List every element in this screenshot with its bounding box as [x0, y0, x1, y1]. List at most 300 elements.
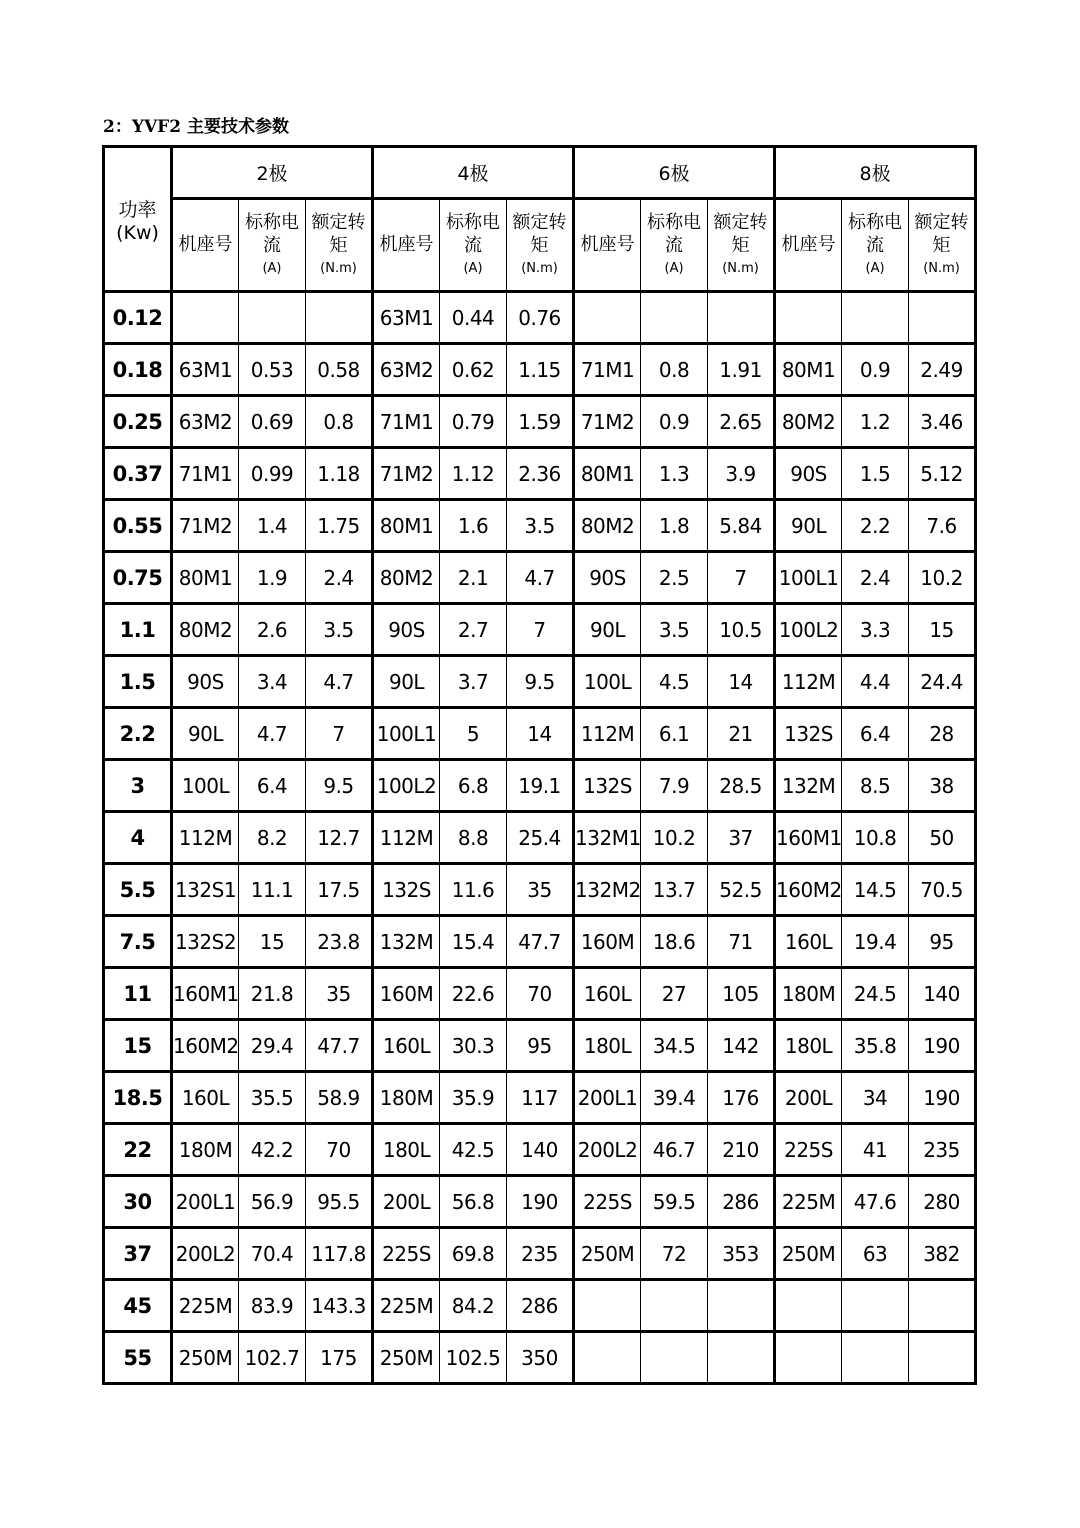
frame-cell: 160L [775, 916, 842, 968]
torque-cell: 24.4 [909, 656, 976, 708]
torque-cell: 3.46 [909, 396, 976, 448]
frame-cell: 80M1 [775, 344, 842, 396]
frame-cell: 71M2 [172, 500, 239, 552]
current-cell: 1.4 [239, 500, 306, 552]
frame-cell: 225M [775, 1176, 842, 1228]
frame-cell: 100L [574, 656, 641, 708]
frame-header [574, 199, 641, 292]
current-cell: 63 [842, 1228, 909, 1280]
current-unit-label: (A) [865, 261, 885, 277]
table-row [104, 812, 976, 864]
frame-cell: 90S [373, 604, 440, 656]
torque-cell: 14 [708, 656, 775, 708]
torque-header-label: 额定转矩 [512, 212, 567, 256]
table-row [104, 292, 976, 344]
frame-cell: 90S [775, 448, 842, 500]
torque-cell: 190 [909, 1072, 976, 1124]
pole-header-row [104, 147, 976, 199]
table-row [104, 1072, 976, 1124]
frame-cell: 160L [172, 1072, 239, 1124]
current-cell: 0.62 [440, 344, 507, 396]
current-cell: 0.9 [842, 344, 909, 396]
table-row [104, 760, 976, 812]
frame-cell: 160M [373, 968, 440, 1020]
frame-cell [775, 1280, 842, 1332]
torque-cell: 28.5 [708, 760, 775, 812]
current-cell: 1.2 [842, 396, 909, 448]
torque-cell: 15 [909, 604, 976, 656]
current-cell: 34 [842, 1072, 909, 1124]
current-cell: 14.5 [842, 864, 909, 916]
torque-cell: 117.8 [306, 1228, 373, 1280]
torque-cell: 37 [708, 812, 775, 864]
power-cell: 1.1 [104, 604, 172, 656]
torque-unit-label: (N.m) [320, 261, 357, 277]
torque-cell: 14 [507, 708, 574, 760]
torque-cell: 140 [909, 968, 976, 1020]
current-cell: 0.99 [239, 448, 306, 500]
table-row [104, 1228, 976, 1280]
current-cell: 15 [239, 916, 306, 968]
power-cell: 3 [104, 760, 172, 812]
torque-cell: 9.5 [306, 760, 373, 812]
current-unit-label: (A) [262, 261, 282, 277]
frame-cell: 160L [574, 968, 641, 1020]
frame-cell: 225S [373, 1228, 440, 1280]
current-cell: 34.5 [641, 1020, 708, 1072]
current-header [842, 199, 909, 292]
torque-cell: 382 [909, 1228, 976, 1280]
table-row [104, 1124, 976, 1176]
frame-cell: 160M [574, 916, 641, 968]
current-cell: 1.5 [842, 448, 909, 500]
torque-cell: 4.7 [306, 656, 373, 708]
torque-cell: 210 [708, 1124, 775, 1176]
torque-cell: 2.4 [306, 552, 373, 604]
power-cell: 4 [104, 812, 172, 864]
torque-cell: 286 [708, 1176, 775, 1228]
torque-cell: 25.4 [507, 812, 574, 864]
torque-cell [708, 1280, 775, 1332]
torque-cell: 17.5 [306, 864, 373, 916]
torque-cell: 0.58 [306, 344, 373, 396]
frame-cell: 132M2 [574, 864, 641, 916]
current-cell: 56.9 [239, 1176, 306, 1228]
current-unit-label: (A) [463, 261, 483, 277]
frame-cell: 80M2 [172, 604, 239, 656]
current-cell: 1.6 [440, 500, 507, 552]
torque-cell: 7 [708, 552, 775, 604]
current-cell: 1.9 [239, 552, 306, 604]
torque-cell: 140 [507, 1124, 574, 1176]
power-cell: 1.5 [104, 656, 172, 708]
torque-unit-label: (N.m) [722, 261, 759, 277]
table-body [104, 292, 976, 1384]
frame-header [373, 199, 440, 292]
torque-cell [708, 1332, 775, 1384]
torque-cell: 3.5 [306, 604, 373, 656]
frame-cell: 160M1 [172, 968, 239, 1020]
frame-cell: 250M [172, 1332, 239, 1384]
power-cell: 0.75 [104, 552, 172, 604]
torque-cell: 10.2 [909, 552, 976, 604]
torque-cell: 10.5 [708, 604, 775, 656]
torque-cell [909, 1280, 976, 1332]
torque-cell: 176 [708, 1072, 775, 1124]
torque-cell: 2.65 [708, 396, 775, 448]
torque-header-label: 额定转矩 [311, 212, 366, 256]
current-cell: 46.7 [641, 1124, 708, 1176]
current-cell: 84.2 [440, 1280, 507, 1332]
frame-cell: 90S [574, 552, 641, 604]
current-cell [641, 1332, 708, 1384]
torque-cell: 142 [708, 1020, 775, 1072]
current-cell: 22.6 [440, 968, 507, 1020]
table-row [104, 864, 976, 916]
frame-cell: 90L [373, 656, 440, 708]
frame-cell: 160M2 [172, 1020, 239, 1072]
current-cell: 15.4 [440, 916, 507, 968]
frame-cell: 90L [172, 708, 239, 760]
torque-header [306, 199, 373, 292]
current-header [440, 199, 507, 292]
torque-cell: 1.59 [507, 396, 574, 448]
power-cell: 0.18 [104, 344, 172, 396]
frame-header [172, 199, 239, 292]
frame-header-label: 机座号 [178, 233, 233, 255]
torque-unit-label: (N.m) [923, 261, 960, 277]
frame-cell: 132M [775, 760, 842, 812]
frame-cell: 112M [172, 812, 239, 864]
current-cell: 5 [440, 708, 507, 760]
current-cell: 39.4 [641, 1072, 708, 1124]
frame-cell [574, 1332, 641, 1384]
frame-cell: 132S1 [172, 864, 239, 916]
column-header-row [104, 199, 976, 292]
table-row [104, 1176, 976, 1228]
torque-cell: 71 [708, 916, 775, 968]
current-cell: 42.2 [239, 1124, 306, 1176]
current-cell: 72 [641, 1228, 708, 1280]
current-cell: 3.4 [239, 656, 306, 708]
frame-cell: 225S [574, 1176, 641, 1228]
torque-cell: 0.76 [507, 292, 574, 344]
table-row [104, 1332, 976, 1384]
torque-unit-label: (N.m) [521, 261, 558, 277]
frame-cell: 63M2 [373, 344, 440, 396]
pole-2-header: 2极 [172, 147, 373, 199]
current-header-label: 标称电流 [647, 212, 702, 256]
current-cell: 27 [641, 968, 708, 1020]
torque-cell: 7 [507, 604, 574, 656]
frame-cell: 200L1 [172, 1176, 239, 1228]
torque-cell: 4.7 [507, 552, 574, 604]
power-cell: 18.5 [104, 1072, 172, 1124]
torque-cell [909, 292, 976, 344]
frame-cell: 250M [775, 1228, 842, 1280]
torque-cell: 12.7 [306, 812, 373, 864]
table-header [104, 147, 976, 292]
frame-cell: 71M2 [574, 396, 641, 448]
current-header [239, 199, 306, 292]
frame-cell: 112M [775, 656, 842, 708]
torque-cell: 50 [909, 812, 976, 864]
torque-header [507, 199, 574, 292]
torque-cell: 117 [507, 1072, 574, 1124]
current-cell: 2.7 [440, 604, 507, 656]
torque-cell [306, 292, 373, 344]
current-cell: 0.69 [239, 396, 306, 448]
torque-cell: 9.5 [507, 656, 574, 708]
torque-cell: 5.84 [708, 500, 775, 552]
torque-cell: 7 [306, 708, 373, 760]
torque-cell: 350 [507, 1332, 574, 1384]
torque-cell: 5.12 [909, 448, 976, 500]
current-cell [842, 1280, 909, 1332]
torque-cell: 1.75 [306, 500, 373, 552]
pole-8-header: 8极 [775, 147, 976, 199]
frame-cell: 90L [775, 500, 842, 552]
frame-cell: 132S [373, 864, 440, 916]
torque-cell: 38 [909, 760, 976, 812]
table-row [104, 604, 976, 656]
torque-header-label: 额定转矩 [914, 212, 969, 256]
frame-cell: 71M2 [373, 448, 440, 500]
current-cell: 8.8 [440, 812, 507, 864]
torque-cell: 52.5 [708, 864, 775, 916]
current-cell: 2.2 [842, 500, 909, 552]
current-header-label: 标称电流 [848, 212, 903, 256]
torque-cell: 235 [507, 1228, 574, 1280]
frame-cell: 250M [373, 1332, 440, 1384]
current-cell: 10.8 [842, 812, 909, 864]
torque-cell: 7.6 [909, 500, 976, 552]
torque-cell [708, 292, 775, 344]
torque-cell: 58.9 [306, 1072, 373, 1124]
frame-cell: 63M1 [172, 344, 239, 396]
frame-cell: 100L [172, 760, 239, 812]
torque-cell: 1.91 [708, 344, 775, 396]
frame-cell: 200L [373, 1176, 440, 1228]
frame-cell: 90L [574, 604, 641, 656]
frame-cell: 180L [574, 1020, 641, 1072]
current-cell: 35.5 [239, 1072, 306, 1124]
current-cell: 35.8 [842, 1020, 909, 1072]
power-header: 功率(Kw) [104, 147, 172, 292]
power-cell: 5.5 [104, 864, 172, 916]
current-cell: 4.7 [239, 708, 306, 760]
current-cell: 6.1 [641, 708, 708, 760]
spec-table [102, 145, 977, 1385]
torque-cell: 95.5 [306, 1176, 373, 1228]
frame-cell: 225M [172, 1280, 239, 1332]
frame-cell [574, 1280, 641, 1332]
frame-cell: 132M1 [574, 812, 641, 864]
frame-cell: 80M1 [172, 552, 239, 604]
current-cell [641, 292, 708, 344]
frame-cell [574, 292, 641, 344]
power-cell: 45 [104, 1280, 172, 1332]
torque-cell: 2.49 [909, 344, 976, 396]
current-cell: 59.5 [641, 1176, 708, 1228]
current-cell: 70.4 [239, 1228, 306, 1280]
frame-cell: 112M [574, 708, 641, 760]
torque-cell [909, 1332, 976, 1384]
power-cell: 0.37 [104, 448, 172, 500]
current-cell: 6.4 [842, 708, 909, 760]
current-cell [239, 292, 306, 344]
torque-cell: 235 [909, 1124, 976, 1176]
frame-cell: 80M1 [373, 500, 440, 552]
torque-cell: 143.3 [306, 1280, 373, 1332]
current-cell: 6.4 [239, 760, 306, 812]
torque-cell: 70.5 [909, 864, 976, 916]
torque-cell: 21 [708, 708, 775, 760]
current-cell: 8.5 [842, 760, 909, 812]
torque-cell: 70 [306, 1124, 373, 1176]
current-cell: 56.8 [440, 1176, 507, 1228]
frame-cell: 100L1 [775, 552, 842, 604]
page-title: 2：YVF2 主要技术参数 [103, 117, 289, 137]
table-row [104, 396, 976, 448]
torque-cell: 1.18 [306, 448, 373, 500]
current-cell: 19.4 [842, 916, 909, 968]
current-cell: 47.6 [842, 1176, 909, 1228]
table-row [104, 916, 976, 968]
power-cell: 11 [104, 968, 172, 1020]
torque-cell: 353 [708, 1228, 775, 1280]
table-row [104, 656, 976, 708]
torque-cell: 3.9 [708, 448, 775, 500]
current-header-label: 标称电流 [245, 212, 299, 256]
torque-cell: 95 [507, 1020, 574, 1072]
current-cell: 4.5 [641, 656, 708, 708]
frame-cell: 71M1 [172, 448, 239, 500]
frame-cell: 90S [172, 656, 239, 708]
frame-cell: 71M1 [373, 396, 440, 448]
power-cell: 0.25 [104, 396, 172, 448]
torque-cell: 35 [507, 864, 574, 916]
frame-cell: 63M1 [373, 292, 440, 344]
frame-cell: 63M2 [172, 396, 239, 448]
torque-cell: 1.15 [507, 344, 574, 396]
current-cell: 2.5 [641, 552, 708, 604]
current-cell: 42.5 [440, 1124, 507, 1176]
torque-cell: 280 [909, 1176, 976, 1228]
current-cell: 0.8 [641, 344, 708, 396]
current-cell: 7.9 [641, 760, 708, 812]
current-cell: 3.3 [842, 604, 909, 656]
frame-cell [775, 292, 842, 344]
current-cell: 8.2 [239, 812, 306, 864]
table-row [104, 552, 976, 604]
frame-cell: 160M1 [775, 812, 842, 864]
frame-cell: 180L [373, 1124, 440, 1176]
torque-header [909, 199, 976, 292]
torque-cell: 35 [306, 968, 373, 1020]
current-cell: 13.7 [641, 864, 708, 916]
frame-cell [775, 1332, 842, 1384]
torque-cell: 190 [507, 1176, 574, 1228]
frame-cell: 200L2 [172, 1228, 239, 1280]
table-row [104, 344, 976, 396]
frame-cell: 80M2 [574, 500, 641, 552]
table-row [104, 708, 976, 760]
pole-4-header: 4极 [373, 147, 574, 199]
current-cell: 21.8 [239, 968, 306, 1020]
frame-cell: 132S [775, 708, 842, 760]
frame-cell: 180M [172, 1124, 239, 1176]
torque-cell: 175 [306, 1332, 373, 1384]
power-cell: 55 [104, 1332, 172, 1384]
power-cell: 15 [104, 1020, 172, 1072]
torque-header [708, 199, 775, 292]
power-cell: 30 [104, 1176, 172, 1228]
current-cell: 69.8 [440, 1228, 507, 1280]
frame-cell: 80M2 [775, 396, 842, 448]
frame-cell: 225M [373, 1280, 440, 1332]
current-cell: 10.2 [641, 812, 708, 864]
frame-cell [172, 292, 239, 344]
current-cell: 0.9 [641, 396, 708, 448]
current-cell: 2.6 [239, 604, 306, 656]
torque-cell: 28 [909, 708, 976, 760]
frame-cell: 132S [574, 760, 641, 812]
current-cell: 29.4 [239, 1020, 306, 1072]
table-row [104, 500, 976, 552]
frame-cell: 180M [373, 1072, 440, 1124]
frame-cell: 160M2 [775, 864, 842, 916]
power-cell: 2.2 [104, 708, 172, 760]
current-cell: 41 [842, 1124, 909, 1176]
table-row [104, 968, 976, 1020]
frame-cell: 100L2 [775, 604, 842, 656]
frame-cell: 200L2 [574, 1124, 641, 1176]
torque-cell: 3.5 [507, 500, 574, 552]
power-cell: 0.12 [104, 292, 172, 344]
current-cell: 3.5 [641, 604, 708, 656]
torque-cell: 19.1 [507, 760, 574, 812]
current-cell: 102.5 [440, 1332, 507, 1384]
frame-cell: 100L2 [373, 760, 440, 812]
frame-header-label: 机座号 [379, 233, 434, 255]
frame-cell: 200L1 [574, 1072, 641, 1124]
current-cell: 83.9 [239, 1280, 306, 1332]
current-cell [641, 1280, 708, 1332]
frame-cell: 180L [775, 1020, 842, 1072]
power-cell: 7.5 [104, 916, 172, 968]
frame-cell: 250M [574, 1228, 641, 1280]
current-cell: 3.7 [440, 656, 507, 708]
frame-header [775, 199, 842, 292]
frame-cell: 112M [373, 812, 440, 864]
table-row [104, 448, 976, 500]
current-header-label: 标称电流 [446, 212, 501, 256]
torque-cell: 105 [708, 968, 775, 1020]
current-cell: 0.79 [440, 396, 507, 448]
current-unit-label: (A) [664, 261, 684, 277]
frame-cell: 80M1 [574, 448, 641, 500]
torque-cell: 2.36 [507, 448, 574, 500]
frame-cell: 80M2 [373, 552, 440, 604]
torque-cell: 190 [909, 1020, 976, 1072]
current-cell: 11.6 [440, 864, 507, 916]
current-cell: 30.3 [440, 1020, 507, 1072]
current-cell: 6.8 [440, 760, 507, 812]
current-header [641, 199, 708, 292]
power-cell: 37 [104, 1228, 172, 1280]
current-cell: 102.7 [239, 1332, 306, 1384]
